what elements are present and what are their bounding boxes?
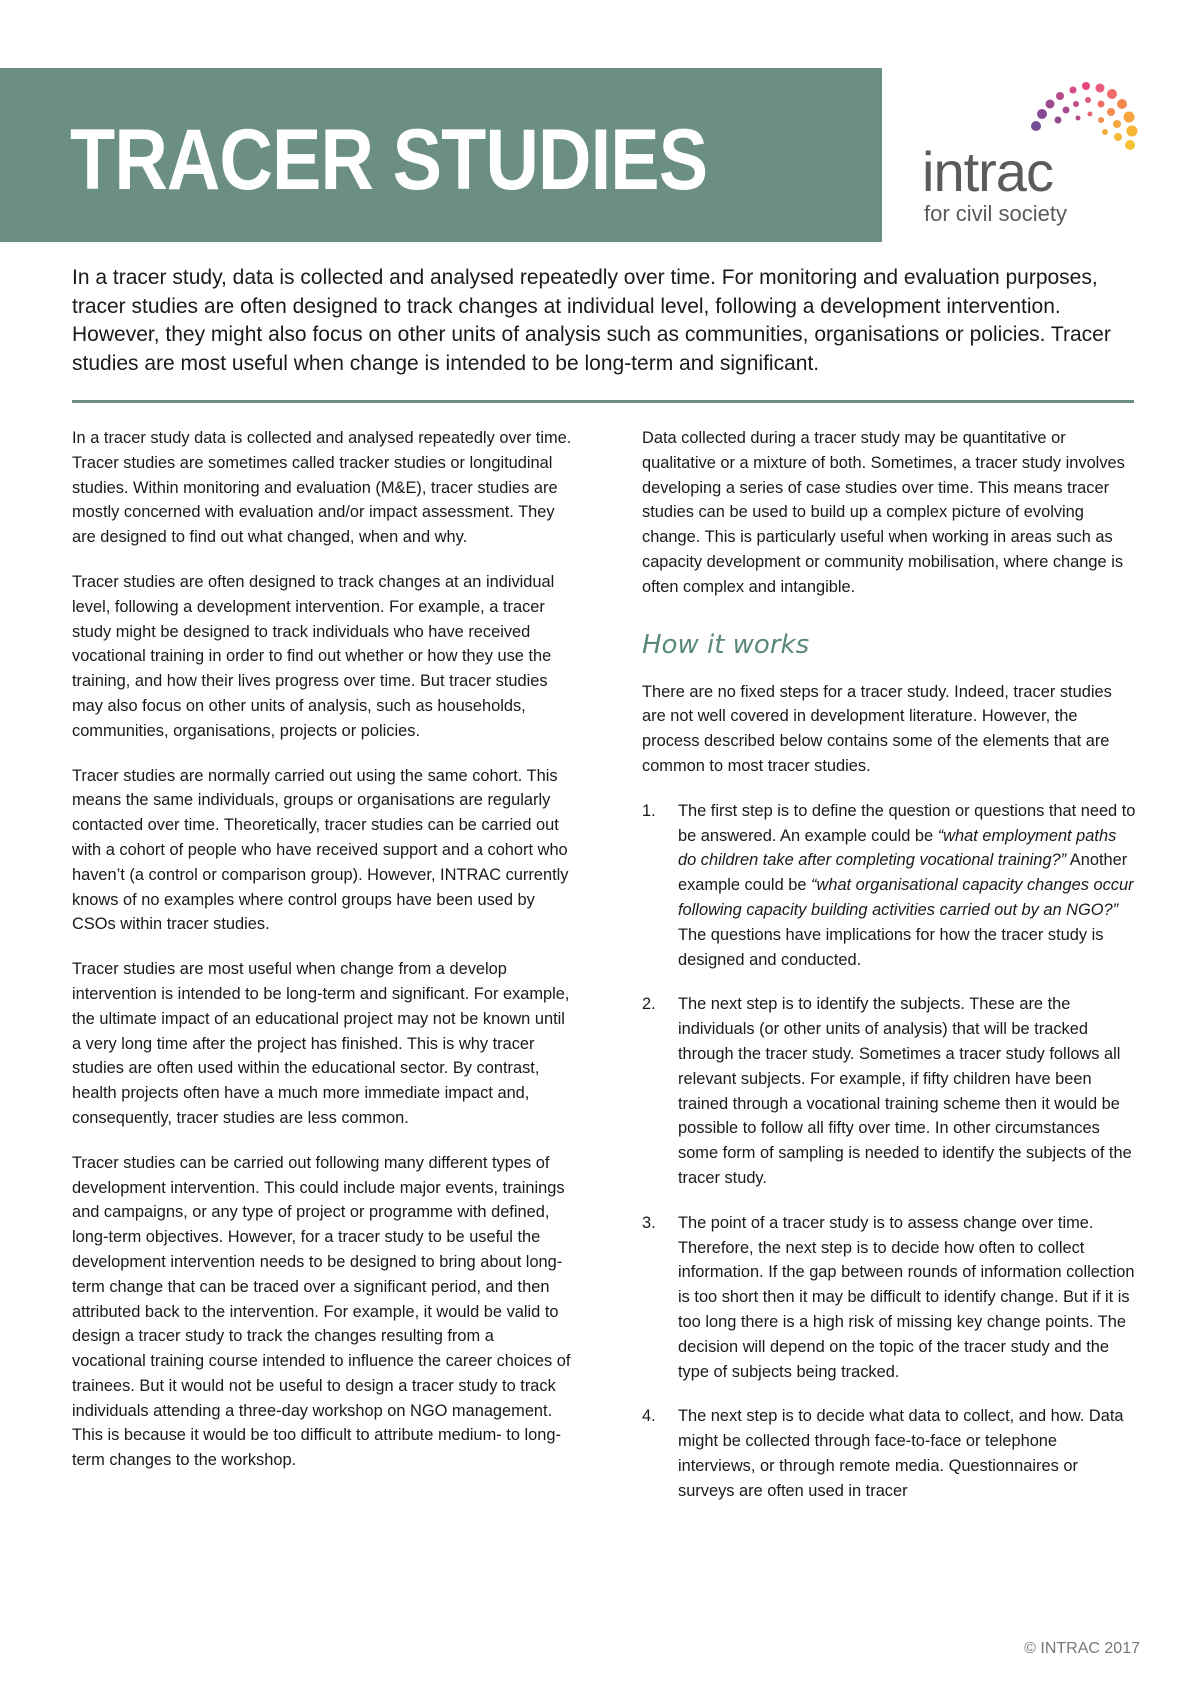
body-paragraph: Tracer studies are often designed to track changes at an individual level, following a development intervention. For example, a tracer study might be designed to track individuals who have received vocational training in order to find out whether or how they use the training, and how their lives progress over time. But tracer studies may also focus on other units of analysis, such as households, communities, organisations, projects or policies. <box>72 572 555 740</box>
step-text: The next step is to decide what data to collect, and how. Data might be collected through face-to-face or telephone interviews, or through remote media. Questionnaires or surveys are often used in tracer <box>678 1407 1124 1500</box>
list-number: 3. <box>642 1213 656 1232</box>
example-question: “what organisational capacity changes occur following capacity building activities carried out by an NGO?” <box>678 876 1134 919</box>
logo-wordmark: intrac <box>922 140 1053 203</box>
body-paragraph: Data collected during a tracer study may be quantitative or qualitative or a mixture of both. Sometimes, a tracer study involves developing a series of case studies over time. This means tracer studies can be used to build up a complex picture of evolving change. This is particularly useful when working in areas such as capacity development or community mobilisation, where change is often complex and intangible. <box>642 429 1125 596</box>
example-question: “what employment paths do children take after completing vocational training?” <box>678 826 1117 870</box>
section-divider <box>72 400 1134 403</box>
intro-paragraph: In a tracer study, data is collected and analysed repeatedly over time. For monitoring and evaluation purposes, tracer studies are often designed to track changes at individual level, following a development intervention. However, they might also focus on other units of analysis such as communities, organisations or policies. Tracer studies are most useful when change is intended to be long-term and significant. <box>72 266 1111 375</box>
page-title: TRACER STUDIES <box>70 112 708 208</box>
list-number: 4. <box>642 1407 656 1426</box>
intrac-logo <box>918 80 1138 230</box>
right-column <box>642 426 1138 1523</box>
body-paragraph: Tracer studies can be carried out following many different types of development intervention. This could include major events, trainings and campaigns, or any type of project or programme with defined, long-term objectives. However, for a tracer study to be useful the development intervention needs to be designed to bring about long-term change that can be traced over a significant period, and then attributed back to the intervention. For example, it would be valid to design a tracer study to track the changes resulting from a vocational training course intended to influence the career choices of trainees. But it would not be useful to design a tracer study to track individuals attending a three-day workshop on NGO management. This is because it would be too difficult to attribute medium- to long-term changes to the workshop. <box>72 1153 571 1470</box>
list-item <box>642 1211 1138 1385</box>
list-number: 2. <box>642 995 656 1014</box>
body-paragraph: Tracer studies are most useful when change from a develop intervention is intended to be long-term and significant. For example, the ultimate impact of an educational project may not be known until a very long time after the project has finished. This is why tracer studies are often used within the educational sector. By contrast, health projects often have a much more immediate impact and, consequently, tracer studies are less common. <box>72 960 570 1127</box>
section-heading: How it works <box>642 629 810 660</box>
step-text: The next step is to identify the subjects. These are the individuals (or other units of analysis) that will be tracked through the tracer study. Sometimes a tracer study follows all relevant subjects. For example, if fifty children have been trained through a vocational training scheme then it would be possible to follow all fifty over time. In other circumstances some form of sampling is needed to identify the subjects of the tracer study. <box>678 995 1132 1187</box>
steps-list <box>642 799 1138 1504</box>
copyright-footer: © INTRAC 2017 <box>1024 1640 1140 1657</box>
body-paragraph: Tracer studies are normally carried out using the same cohort. This means the same individuals, groups or organisations are regularly contacted over time. Theoretically, tracer studies can be carried out with a cohort of people who have received support and a cohort who haven’t (a control or comparison group). However, INTRAC currently knows of no examples where control groups have been used by CSOs within tracer studies. <box>72 766 569 934</box>
body-paragraph: In a tracer study data is collected and analysed repeatedly over time. Tracer studies are sometimes called tracker studies or longitudinal studies. Within monitoring and evaluation (M&E), tracer studies are mostly concerned with evaluation and/or impact assessment. They are designed to find out what changed, when and why. <box>72 429 572 547</box>
list-number: 1. <box>642 801 656 820</box>
list-item <box>642 1404 1138 1503</box>
list-item <box>642 799 1138 973</box>
step-text: The point of a tracer study is to assess change over time. Therefore, the next step is to decide how often to collect information. If the gap between rounds of information collection is too short then it may be difficult to identify change. But if it is too long there is a high risk of missing key change points. The decision will depend on the topic of the tracer study and the type of subjects being tracked. <box>678 1213 1135 1381</box>
left-column <box>72 426 572 1493</box>
list-item <box>642 992 1138 1190</box>
step-text: The first step is to define the question or questions that need to be answered. An example could be <box>678 801 1136 845</box>
logo-tagline: for civil society <box>924 201 1068 226</box>
step-text: Another example could be <box>678 851 1128 895</box>
step-text: The questions have implications for how the tracer study is designed and conducted. <box>678 925 1104 969</box>
body-paragraph: There are no fixed steps for a tracer study. Indeed, tracer studies are not well covered in development literature. However, the process described below contains some of the elements that are common to most tracer studies. <box>642 682 1112 775</box>
